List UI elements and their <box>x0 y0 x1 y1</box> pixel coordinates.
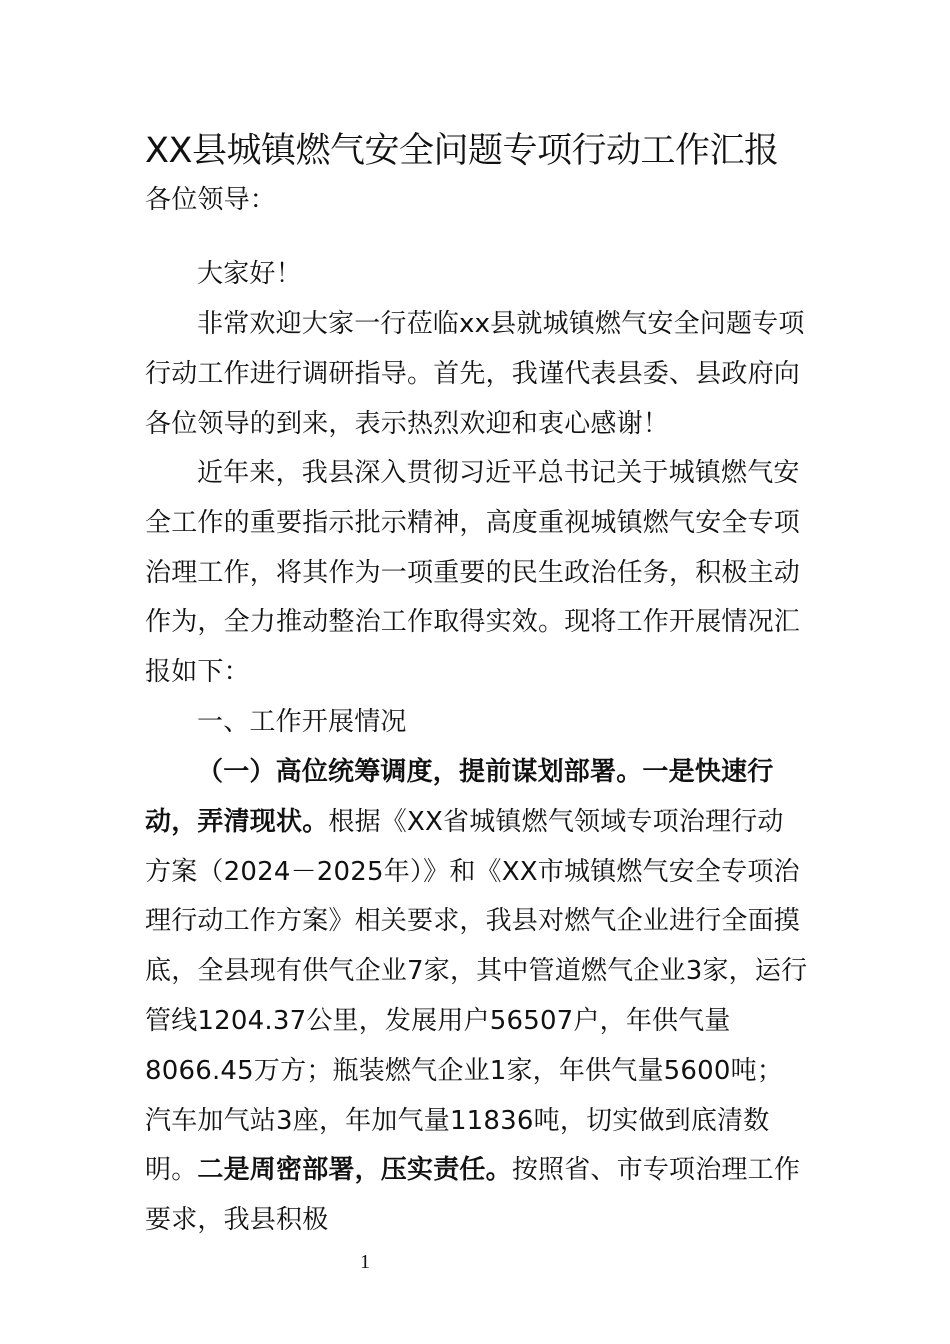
body-text: 根据《XX省城镇燃气领域专项治理行动方案（2024－2025年）》和《XX市城镇燃气安全专项治理行动工作方案》相关要求，我县对燃气企业进行全面摸底，全县现有供气企业7家，其中管道燃气企业3家，运行管线1204.37公里，发展用户56507户，年供气量8066.45万方；瓶装燃气企业1家，年供气量5600吨；汽车加气站3座，年加气量11836吨，切实做到底清数明。 <box>145 806 808 1186</box>
document-title: XX县城镇燃气安全问题专项行动工作汇报 <box>145 131 779 171</box>
section-heading-1: 一、工作开展情况 <box>197 707 407 737</box>
paragraph-welcome: 非常欢迎大家一行莅临xx县就城镇燃气安全问题专项行动工作进行调研指导。首先，我谨代表县委、县政府向各位领导的到来，表示热烈欢迎和衷心感谢！ <box>145 309 805 439</box>
paragraph-intro: 近年来，我县深入贯彻习近平总书记关于城镇燃气安全工作的重要指示批示精神，高度重视城镇燃气安全专项治理工作，将其作为一项重要的民生政治任务，积极主动作为，全力推动整治工作取得实效。现将工作开展情况汇报如下： <box>145 458 801 688</box>
bold-lead-text: （一）高位统筹调度，提前谋划部署。一是快速行动，弄清现状。 <box>145 757 774 837</box>
page-number: 1 <box>360 1251 370 1273</box>
salutation: 各位领导： <box>145 185 277 215</box>
body-text-continued: 按照省、市专项治理工作要求，我县积极 <box>145 1155 801 1236</box>
paragraph-section-1 <box>145 748 809 1246</box>
bold-subpoint-text: 二是周密部署，压实责任。 <box>197 1155 512 1186</box>
greeting: 大家好！ <box>197 259 302 289</box>
